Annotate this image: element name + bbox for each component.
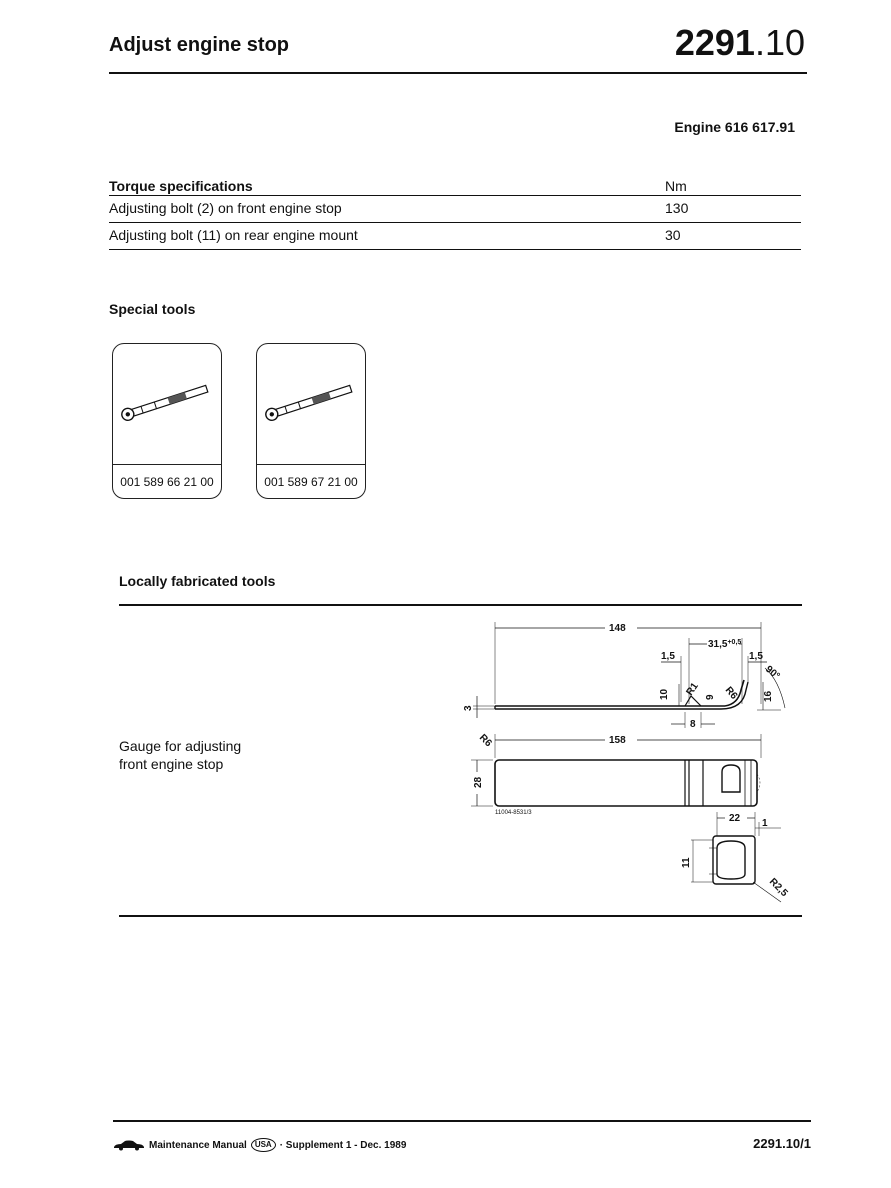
- dim-1: 1: [762, 818, 768, 829]
- dim-148: 148: [609, 623, 626, 634]
- drawing-id: 11004-8531/3: [495, 810, 532, 816]
- fabricated-bottom-rule: [119, 915, 802, 917]
- fabricated-tools-heading: Locally fabricated tools: [119, 573, 276, 589]
- fabricated-top-rule: [119, 604, 802, 606]
- header-rule: [109, 72, 807, 74]
- engine-label: Engine 616 617.91: [674, 119, 795, 135]
- dim-1-5-right: 1,5: [749, 651, 763, 662]
- dim-22: 22: [729, 813, 741, 824]
- dim-r2-5: R2,5: [766, 876, 790, 900]
- car-icon: [113, 1139, 145, 1151]
- page-title: Adjust engine stop: [109, 34, 289, 56]
- footer-rule: [113, 1120, 811, 1122]
- torque-value: 130: [665, 196, 801, 223]
- footer-region-badge: USA: [251, 1138, 276, 1152]
- dim-10: 10: [659, 688, 670, 700]
- dim-r6-top: R6: [722, 684, 740, 702]
- tool-card: [256, 343, 366, 499]
- torque-header-row: [109, 176, 801, 196]
- document-number-main: 2291: [674, 22, 755, 63]
- dim-28: 28: [473, 776, 484, 788]
- gauge-description-line: front engine stop: [119, 756, 224, 772]
- torque-heading: Torque specifications: [109, 176, 665, 196]
- dim-r1: R1: [684, 680, 701, 698]
- dim-8: 8: [690, 719, 696, 730]
- gauge-drawing: [455, 612, 795, 910]
- document-number-sub: .10: [754, 22, 805, 63]
- gauge-description: [119, 737, 241, 773]
- torque-wrench-icon: [257, 344, 364, 462]
- document-number: [675, 22, 805, 64]
- tool-card: [112, 343, 222, 499]
- torque-value: 30: [665, 223, 801, 250]
- tool-number: 001 589 66 21 00: [120, 475, 214, 489]
- dim-90: 90°: [763, 663, 782, 683]
- torque-item: Adjusting bolt (11) on rear engine mount: [109, 223, 665, 250]
- table-row: [109, 196, 801, 223]
- footer: [113, 1138, 406, 1152]
- page-number: 2291.10/1: [753, 1136, 811, 1151]
- table-row: [109, 223, 801, 250]
- dim-31-5-tolerance: +0,5: [727, 639, 742, 646]
- footer-supplement: · Supplement 1 - Dec. 1989: [279, 1139, 407, 1151]
- dim-1-5-left: 1,5: [661, 651, 675, 662]
- torque-item: Adjusting bolt (2) on front engine stop: [109, 196, 665, 223]
- dim-3: 3: [463, 705, 474, 711]
- dim-158: 158: [609, 735, 626, 746]
- special-tools-heading: Special tools: [109, 301, 196, 317]
- dim-16: 16: [763, 690, 774, 702]
- torque-table: [109, 176, 801, 250]
- dim-31-5: [708, 639, 741, 650]
- dim-31-5-value: 31,5: [708, 639, 728, 650]
- torque-wrench-icon: [113, 344, 220, 462]
- tool-picture: [257, 344, 365, 465]
- footer-manual: Maintenance Manual: [149, 1139, 247, 1151]
- tool-picture: [113, 344, 221, 465]
- gauge-description-line: Gauge for adjusting: [119, 738, 242, 754]
- dim-r6-side: R6: [476, 732, 494, 750]
- torque-unit: Nm: [665, 176, 801, 196]
- dim-9: 9: [705, 694, 716, 700]
- dim-11: 11: [681, 857, 692, 868]
- tool-number: 001 589 67 21 00: [264, 475, 358, 489]
